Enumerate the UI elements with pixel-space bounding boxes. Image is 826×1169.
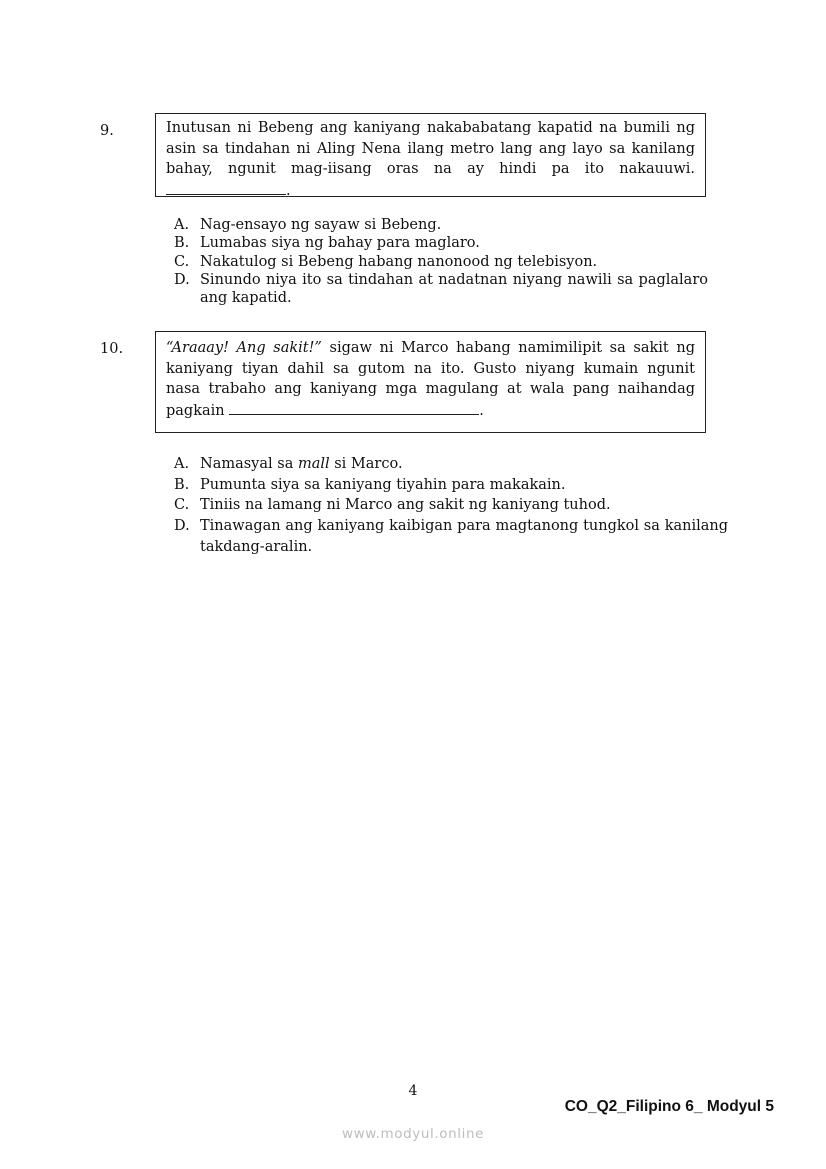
choice-a[interactable] [174, 454, 728, 475]
choices-list [174, 454, 728, 558]
choice-text-part: si Marco. [329, 456, 403, 472]
passage-end: . [286, 182, 291, 199]
answer-blank[interactable] [166, 180, 286, 195]
choice-text: Nag-ensayo ng sayaw si Bebeng. [200, 217, 442, 233]
choice-letter: B. [174, 476, 190, 493]
choice-d[interactable] [174, 516, 728, 557]
passage-end: . [479, 402, 484, 419]
choice-letter: A. [174, 217, 190, 233]
passage-line: Inutusan ni Bebeng ang kaniyang nakababatang kapatid na bumili ng [166, 120, 695, 136]
choice-b[interactable] [174, 234, 728, 252]
choice-text: Nakatulog si Bebeng habang nanonood ng telebisyon. [200, 253, 598, 270]
passage-line [166, 338, 695, 359]
question-number: 10. [100, 341, 124, 357]
answer-blank[interactable] [229, 400, 479, 415]
passage-line: asin sa tindahan ni Aling Nena ilang metro lang ang layo sa kanilang [166, 140, 695, 157]
choice-letter: B. [174, 235, 190, 252]
choice-text: Sinundo niya ito sa tindahan at nadatnan niyang nawili sa paglalaro ang kapatid. [200, 271, 708, 307]
page-number: 4 [408, 1083, 418, 1099]
passage-line [166, 400, 695, 422]
passage-line: bahay, ngunit mag-iisang oras na ay hindi pa ito nakauuwi. [166, 161, 695, 177]
question-number: 9. [100, 123, 114, 139]
passage-text: sigaw ni Marco habang namimilipit sa sakit ng [321, 340, 695, 356]
passage-line [166, 180, 695, 202]
choice-c[interactable] [174, 495, 728, 516]
choice-letter: D. [174, 518, 190, 535]
choice-letter: C. [174, 253, 190, 270]
choice-c[interactable] [174, 253, 728, 271]
choice-text: Tinawagan ang kaniyang kaibigan para magtanong tungkol sa kanilang takdang-aralin. [200, 518, 728, 555]
choice-letter: D. [174, 271, 190, 288]
choice-d[interactable] [174, 271, 708, 308]
choice-text [200, 456, 403, 472]
passage-line: kaniyang tiyan dahil sa gutom na ito. Gusto niyang kumain ngunit [166, 360, 695, 377]
choice-text-part: Namasyal sa [200, 456, 298, 472]
passage-quote: “Araaay! Ang sakit!” [166, 340, 322, 356]
passage-box [155, 113, 706, 197]
passage-box [155, 331, 706, 433]
choice-text: Tiniis na lamang ni Marco ang sakit ng kaniyang tuhod. [200, 497, 611, 514]
watermark: www.modyul.online [341, 1126, 485, 1142]
choice-text-italic: mall [297, 456, 330, 472]
choice-text: Lumabas siya ng bahay para maglaro. [200, 235, 480, 252]
choice-a[interactable] [174, 216, 728, 234]
choice-text: Pumunta siya sa kaniyang tiyahin para makakain. [200, 476, 566, 493]
choice-letter: C. [174, 497, 190, 514]
choice-b[interactable] [174, 475, 728, 496]
passage-text: pagkain [166, 402, 230, 419]
passage-line: nasa trabaho ang kaniyang mga magulang at wala pang naihandag [166, 381, 695, 397]
choices-list [174, 216, 728, 307]
choice-letter: A. [174, 456, 190, 472]
module-code: CO_Q2_Filipino 6_ Modyul 5 [564, 1098, 774, 1115]
